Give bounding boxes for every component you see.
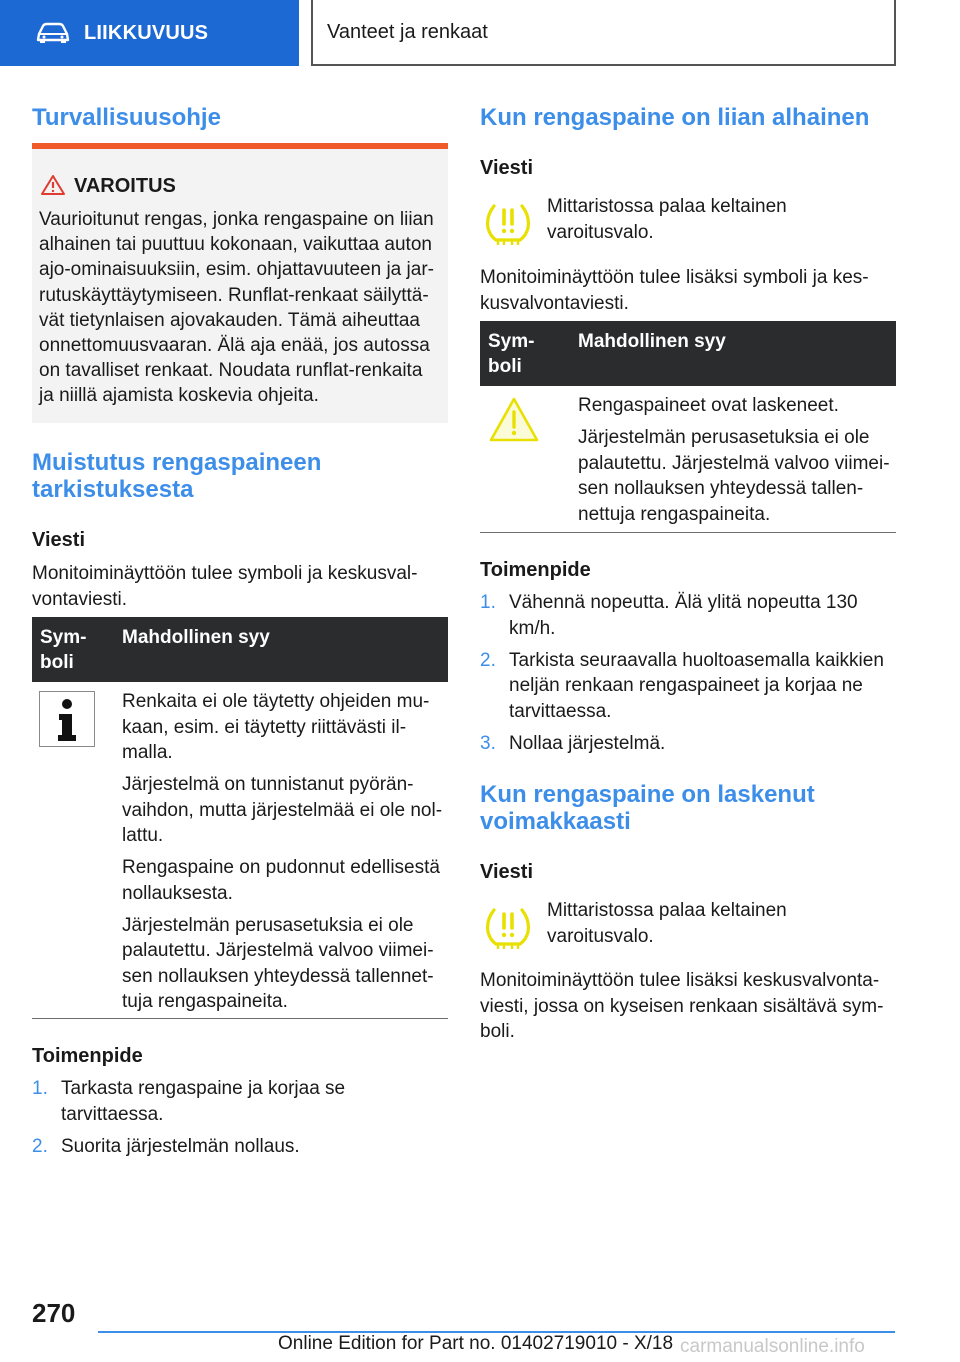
cause-item: Rengaspaineet ovat laskeneet. [578, 395, 839, 416]
cause-item: Renkaita ei ole täytetty ohjeiden mukaan, esim. ei täytetty riittävästi ilmalla. [122, 691, 430, 763]
tire-pressure-warning-icon [482, 904, 534, 952]
action-steps [480, 590, 896, 763]
warning-triangle-icon [40, 174, 66, 196]
extra-text: Monitoiminäyttöön tulee lisäksi keskusvalvontaviesti, jossa on kyseisen renkaan sisältävä symboli. [480, 970, 884, 1042]
low-pressure-heading: Kun rengaspaine on liian alhainen [480, 104, 870, 131]
cause-item: Järjestelmän perusasetuksia ei ole palautettu. Järjestelmä valvoo viimeisen nollauksen yhteydessä tallennettuja rengaspaineita. [578, 427, 890, 525]
table-rule [32, 1018, 448, 1019]
reminder-heading: Muistutus rengaspaineen tarkistuksesta [32, 449, 322, 503]
page-number: 270 [32, 1298, 76, 1328]
message-label: Viesti [32, 529, 85, 551]
section-title-box [311, 0, 896, 66]
message-label: Viesti [480, 861, 533, 883]
action-steps [32, 1076, 450, 1166]
extra-text: Monitoiminäyttöön tulee lisäksi symboli ja keskusvalvontaviesti. [480, 267, 869, 314]
watermark: carmanualsonline.info [680, 1336, 865, 1357]
tire-pressure-warning-icon [482, 200, 534, 248]
list-item: 2. Suorita järjestelmän nollaus. [32, 1135, 300, 1157]
cause-list [122, 689, 444, 1021]
message-text: Monitoiminäyttöön tulee symboli ja keskusvalvontaviesti. [32, 563, 418, 610]
warning-title: VAROITUS [74, 175, 176, 197]
action-label: Toimenpide [480, 559, 591, 581]
col-cause: Mahdollinen syy [578, 331, 726, 352]
warning-triangle-yellow-icon [488, 396, 540, 444]
section-title: Vanteet ja renkaat [327, 20, 488, 43]
list-item: 1. Vähennä nopeutta. Älä ylitä nopeutta 130 km/h. [480, 592, 858, 639]
table-header [480, 321, 896, 386]
col-symbol: Symboli [488, 331, 535, 377]
cause-item: Rengaspaine on pudonnut edellisestä nollauksesta. [122, 857, 440, 904]
col-symbol: Symboli [40, 627, 87, 673]
category-tab[interactable] [0, 0, 299, 66]
action-label: Toimenpide [32, 1045, 143, 1067]
indicator-text: Mittaristossa palaa keltainen varoitusvalo. [547, 196, 787, 243]
cause-item: Järjestelmä on tunnistanut pyöränvaihdon, mutta järjestelmää ei ole nollattu. [122, 774, 443, 846]
warning-box [32, 143, 448, 423]
warning-text: Vaurioitunut rengas, jonka rengaspaine on liian alhainen tai puuttuu kokonaan, vaikuttaa auton ajo-ominaisuuksiin, esim. ohjattavuuteen ja jarrutuskäyttäytymiseen. Runflat-renkaat säilyttävät tietynlaisen ajovakauden. Tämä aiheuttaa onnettomuusvaaran. Älä aja enää, jos autossa on tavalliset renkaat. Noudata runflat-renkaita ja niillä ajamista koskevia ohjeita. [39, 209, 434, 407]
edition-text: Online Edition for Part no. 01402719010 - X/18 [278, 1333, 674, 1354]
category-label: LIIKKUVUUS [84, 21, 209, 44]
safety-heading: Turvallisuusohje [32, 104, 221, 131]
table-rule [480, 532, 896, 533]
info-icon [39, 691, 95, 747]
list-item: 2. Tarkista seuraavalla huoltoasemalla kaikkien neljän renkaan rengaspaineet ja korjaa ne tarvittaessa. [480, 649, 884, 722]
message-label: Viesti [480, 157, 533, 179]
car-icon [36, 22, 70, 44]
cause-item: Järjestelmän perusasetuksia ei ole palautettu. Järjestelmä valvoo viimeisen nollauksen yhteydessä tallennettuja rengaspaineita. [122, 914, 434, 1012]
list-item: 3. Nollaa järjestelmä. [480, 732, 666, 754]
col-cause: Mahdollinen syy [122, 627, 270, 648]
strong-drop-heading: Kun rengaspaine on laskenut voimakkaasti [480, 781, 815, 835]
indicator-text: Mittaristossa palaa keltainen varoitusvalo. [547, 900, 787, 947]
list-item: 1. Tarkasta rengaspaine ja korjaa se tarvittaessa. [32, 1078, 346, 1125]
table-header [32, 617, 448, 682]
cause-list [578, 393, 894, 534]
